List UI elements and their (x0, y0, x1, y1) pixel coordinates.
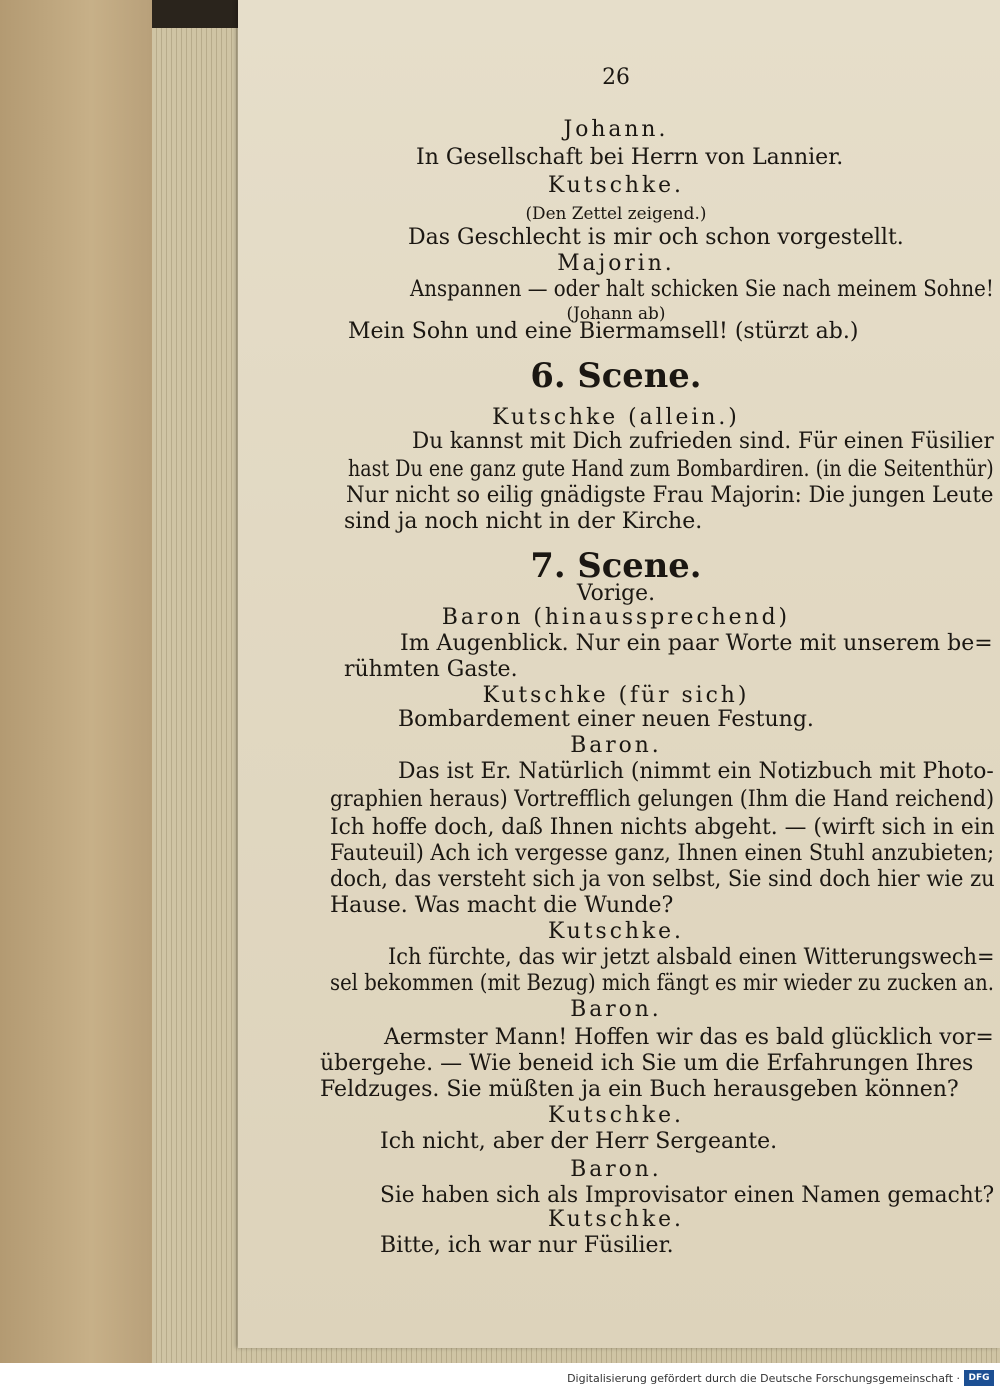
text-line: Fauteuil) Ach ich vergesse ganz, Ihnen einen Stuhl anzubieten; (330, 841, 995, 866)
speaker-name: Kutschke. (547, 919, 684, 944)
speaker-name: Majorin. (557, 251, 675, 276)
text-line: graphien heraus) Vortrefflich gelungen (Ihm die Hand reichend) (330, 787, 995, 812)
stage-direction: Vorige. (576, 581, 656, 606)
scene-heading: 6. Scene. (530, 356, 702, 396)
text-line: sel bekommen (mit Bezug) mich fängt es mir wieder zu zucken an. (330, 971, 995, 996)
speaker-name: Kutschke. (547, 173, 684, 198)
text-line: rühmten Gaste. (344, 657, 518, 682)
book-page (238, 0, 1000, 1348)
text-line: Bitte, ich war nur Füsilier. (380, 1233, 674, 1258)
stage-direction: (Den Zettel zeigend.) (525, 204, 707, 224)
text-line: In Gesellschaft bei Herrn von Lannier. (416, 145, 844, 170)
text-line: Bombardement einer neuen Festung. (398, 707, 814, 732)
speaker-name: Kutschke. (547, 1207, 684, 1232)
footer-credit: Digitalisierung gefördert durch die Deutsche Forschungsgemeinschaft · (567, 1372, 960, 1385)
footer-bar (0, 1363, 1000, 1391)
speaker-name: Johann. (563, 117, 669, 142)
text-line: Im Augenblick. Nur ein paar Worte mit unserem be= (400, 631, 993, 656)
text-line: Ich nicht, aber der Herr Sergeante. (380, 1129, 778, 1154)
speaker-name: Baron. (570, 997, 662, 1022)
speaker-name: Baron (hinaussprechend) (441, 605, 791, 630)
speaker-name: Baron. (570, 1157, 662, 1182)
text-line: Anspannen — oder halt schicken Sie nach meinem Sohne! (410, 277, 994, 302)
text-line: Ich hoffe doch, daß Ihnen nichts abgeht. — (wirft sich in ein (330, 815, 995, 840)
text-line: Hause. Was macht die Wunde? (330, 893, 674, 918)
text-line: Mein Sohn und eine Biermamsell! (stürzt ab.) (348, 319, 859, 344)
text-line: sind ja noch nicht in der Kirche. (344, 509, 703, 534)
text-line: Aermster Mann! Hoffen wir das es bald glücklich vor= (384, 1025, 994, 1050)
stage-direction: (Johann ab) (566, 304, 666, 324)
speaker-name: Kutschke (allein.) (492, 405, 740, 430)
text-line: Ich fürchte, das wir jetzt alsbald einen Witterungswech= (388, 945, 995, 970)
page-number: 26 (602, 65, 630, 90)
text-line: Du kannst mit Dich zufrieden sind. Für einen Füsilier (412, 429, 994, 454)
scene-heading: 7. Scene. (530, 546, 702, 586)
text-line: übergehe. — Wie beneid ich Sie um die Erfahrungen Ihres (320, 1051, 974, 1076)
text-line: Nur nicht so eilig gnädigste Frau Majorin: Die jungen Leute (346, 483, 994, 508)
text-line: Das ist Er. Natürlich (nimmt ein Notizbuch mit Photo- (398, 759, 994, 784)
text-line: hast Du ene ganz gute Hand zum Bombardiren. (in die Seitenthür) (348, 457, 994, 482)
speaker-name: Kutschke (für sich) (482, 683, 750, 708)
dfg-logo-icon: DFG (964, 1370, 994, 1386)
text-line: doch, das versteht sich ja von selbst, Sie sind doch hier wie zu (330, 867, 995, 892)
text-line: Sie haben sich als Improvisator einen Namen gemacht? (380, 1183, 995, 1208)
speaker-name: Baron. (570, 733, 662, 758)
text-line: Feldzuges. Sie müßten ja ein Buch herausgeben können? (320, 1077, 959, 1102)
text-line: Das Geschlecht is mir och schon vorgestellt. (408, 225, 904, 250)
book-cover-left (0, 0, 152, 1391)
speaker-name: Kutschke. (547, 1103, 684, 1128)
